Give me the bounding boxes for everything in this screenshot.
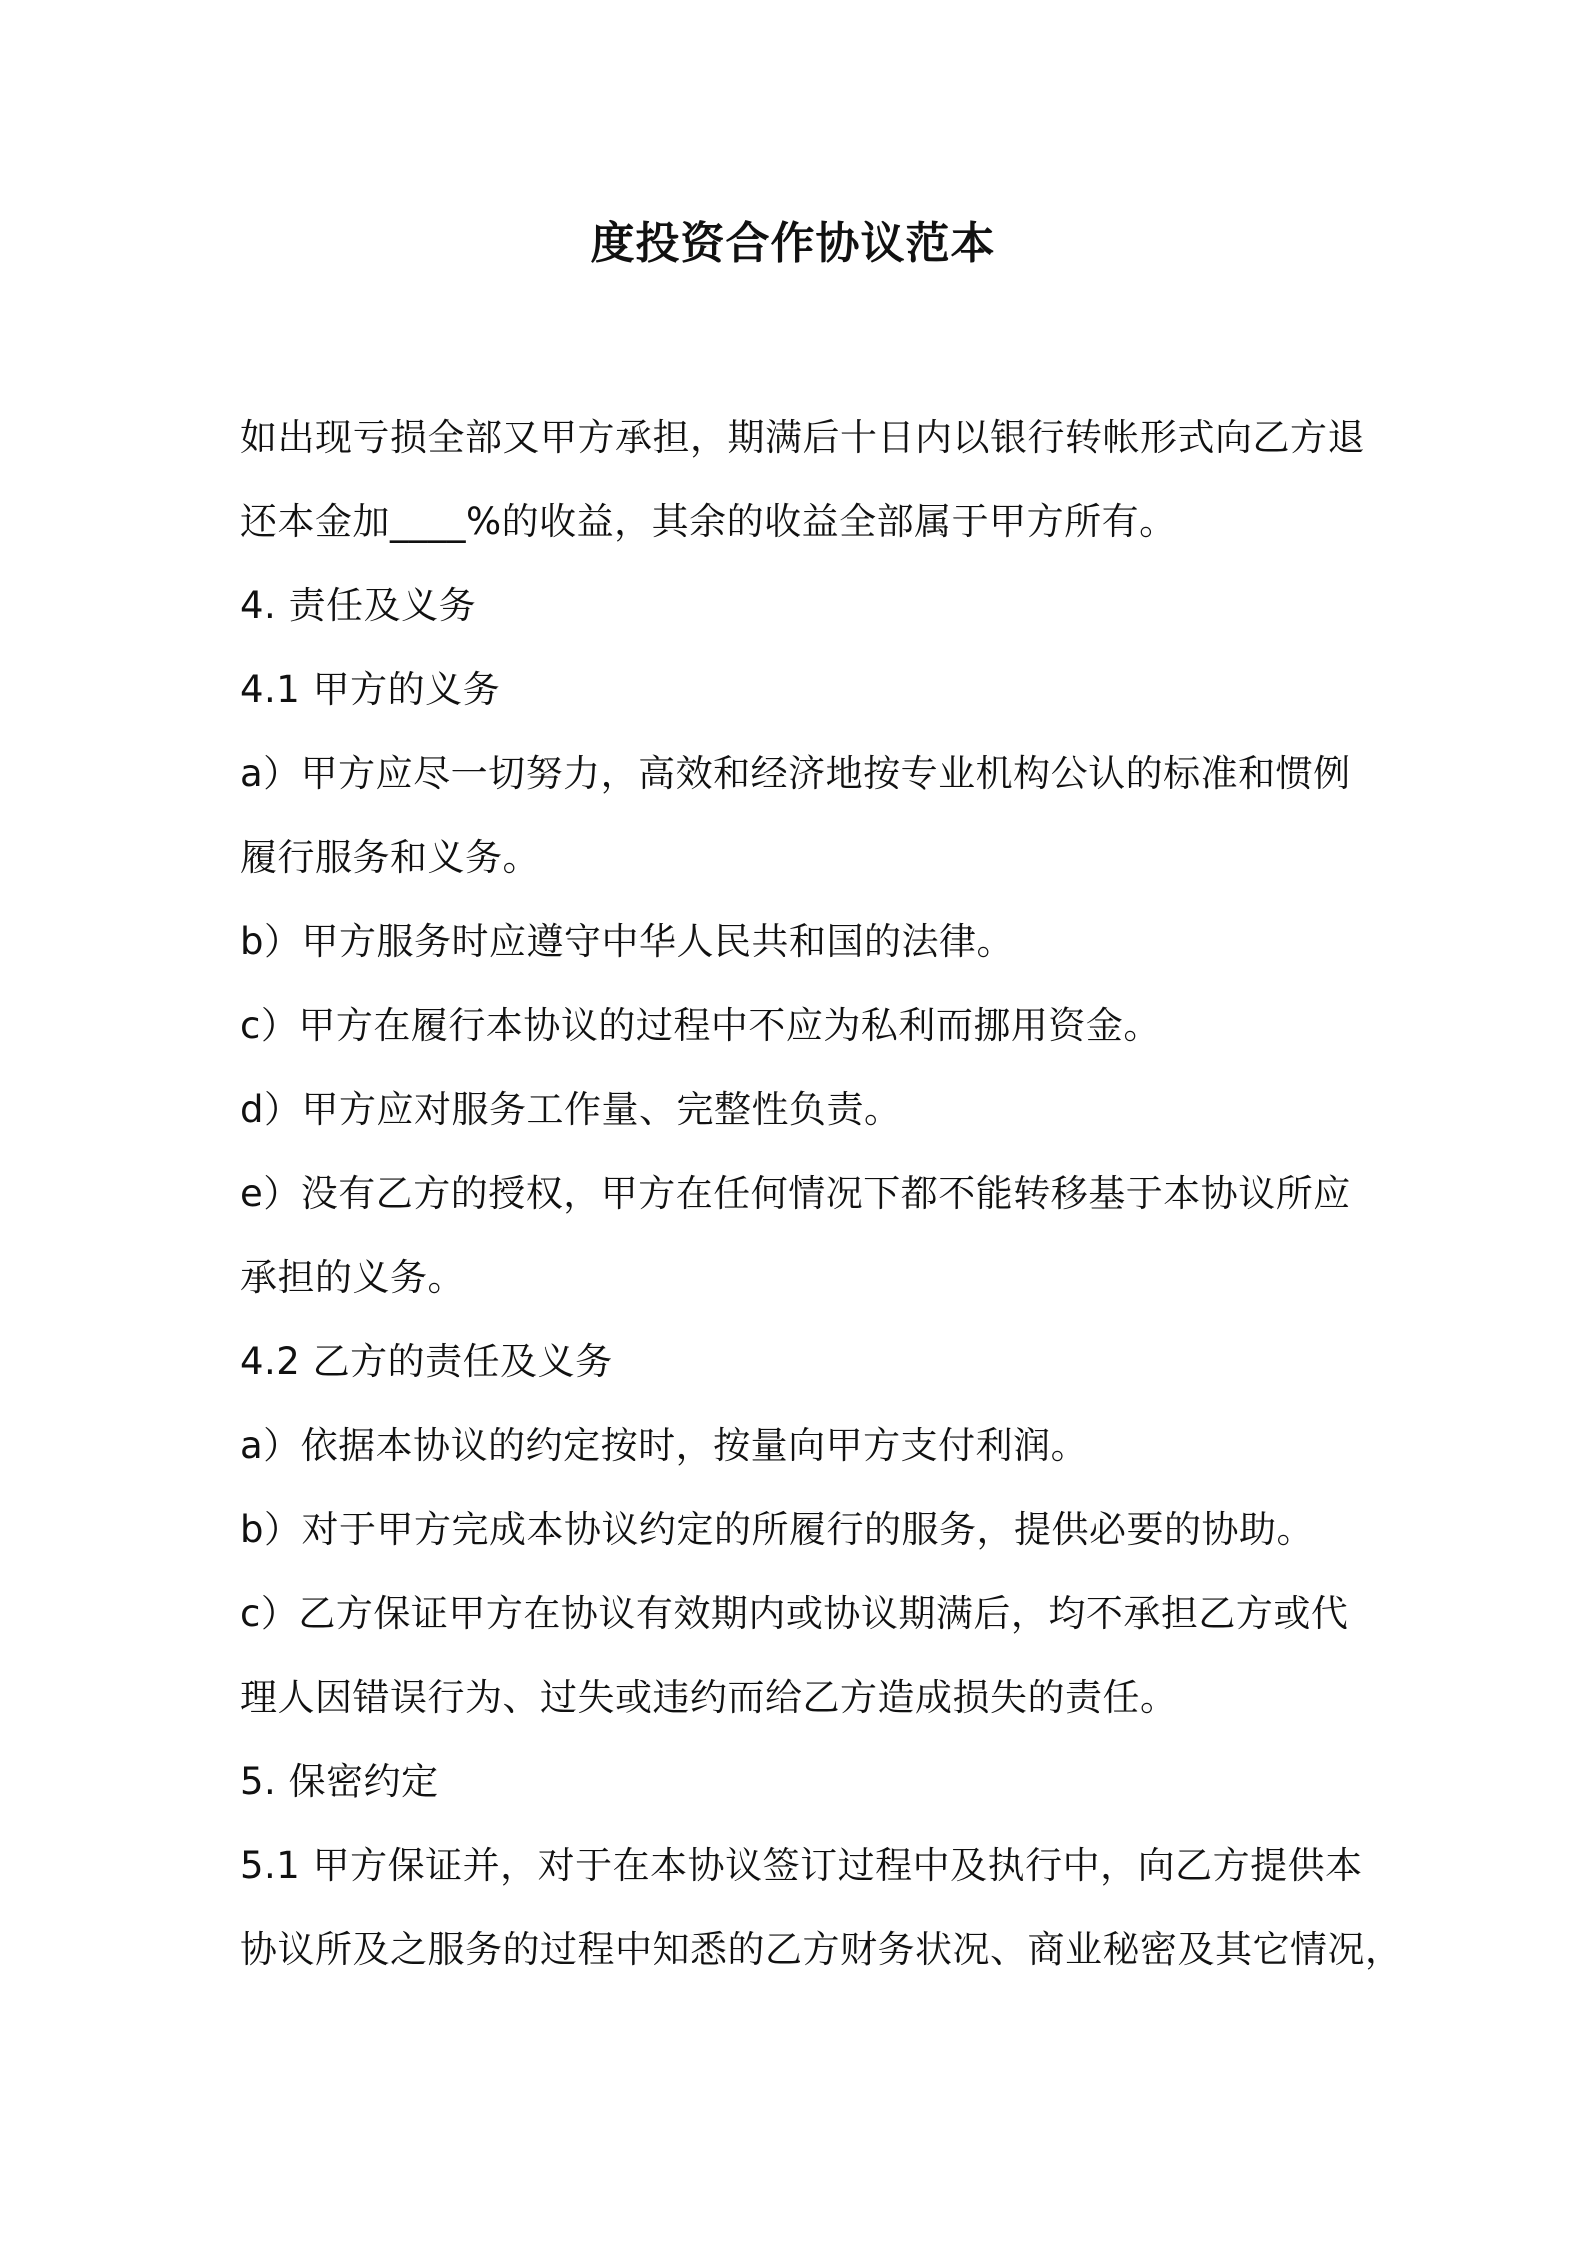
- clause-line: a）甲方应尽一切努力，高效和经济地按专业机构公认的标准和惯例: [240, 752, 1351, 795]
- section-heading: 5. 保密约定: [240, 1760, 439, 1803]
- subsection-heading: 4.2 乙方的责任及义务: [240, 1340, 613, 1383]
- clause-line: d）甲方应对服务工作量、完整性负责。: [240, 1088, 902, 1131]
- clause-line: 履行服务和义务。: [240, 836, 540, 879]
- body-line: 还本金加____%的收益，其余的收益全部属于甲方所有。: [240, 500, 1177, 543]
- clause-line: 理人因错误行为、过失或违约而给乙方造成损失的责任。: [240, 1676, 1178, 1719]
- clause-line: 承担的义务。: [240, 1256, 465, 1299]
- clause-line: 5.1 甲方保证并，对于在本协议签订过程中及执行中，向乙方提供本: [240, 1844, 1363, 1887]
- document-body: [240, 396, 1403, 1992]
- clause-line: b）对于甲方完成本协议约定的所履行的服务，提供必要的协助。: [240, 1508, 1314, 1551]
- subsection-heading: 4.1 甲方的义务: [240, 668, 501, 711]
- clause-line: c）乙方保证甲方在协议有效期内或协议期满后，均不承担乙方或代: [240, 1592, 1349, 1635]
- clause-line: b）甲方服务时应遵守中华人民共和国的法律。: [240, 920, 1014, 963]
- section-heading: 4. 责任及义务: [240, 584, 477, 627]
- clause-line: c）甲方在履行本协议的过程中不应为私利而挪用资金。: [240, 1004, 1161, 1047]
- clause-line: a）依据本协议的约定按时，按量向甲方支付利润。: [240, 1424, 1089, 1467]
- clause-line: 协议所及之服务的过程中知悉的乙方财务状况、商业秘密及其它情况，: [240, 1928, 1403, 1971]
- document-title: 度投资合作协议范本: [590, 218, 996, 269]
- body-line: 如出现亏损全部又甲方承担，期满后十日内以银行转帐形式向乙方退: [240, 416, 1365, 459]
- clause-line: e）没有乙方的授权，甲方在任何情况下都不能转移基于本协议所应: [240, 1172, 1351, 1215]
